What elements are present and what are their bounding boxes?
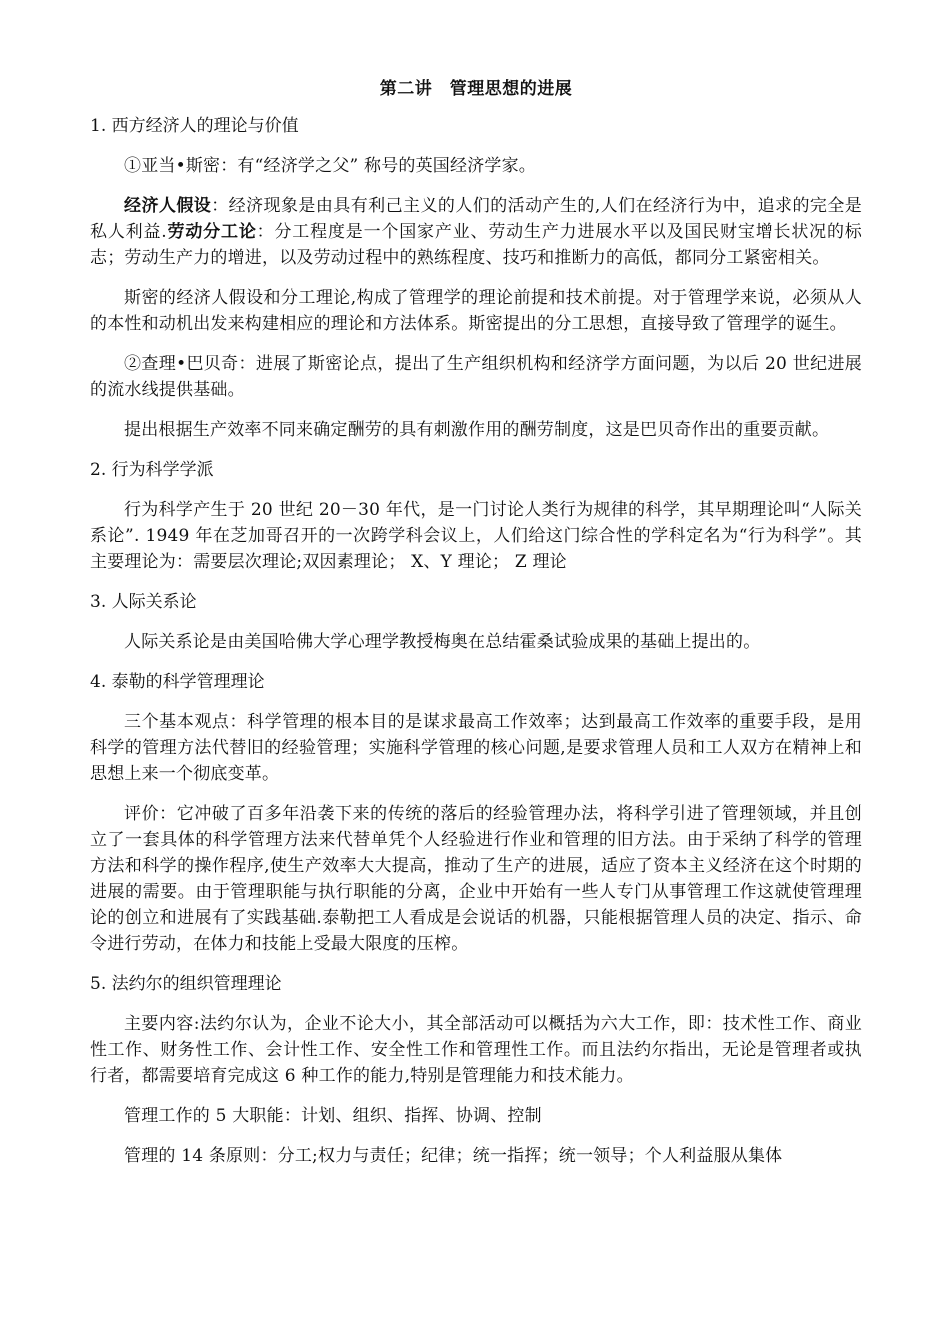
paragraph-fayol-content: 主要内容:法约尔认为，企业不论大小，其全部活动可以概括为六大工作，即：技术性工作、商业性工作、财务性工作、会计性工作、安全性工作和管理性工作。而且法约尔指出，无论是管理者或执行者，都需要培育完成这 6 种工作的能力,特别是管理能力和技术能力。 [90, 1014, 862, 1086]
paragraph-fayol-functions: 管理工作的 5 大职能：计划、组织、指挥、协调、控制 [124, 1106, 542, 1126]
paragraph-fayol-principles: 管理的 14 条原则：分工;权力与责任；纪律；统一指挥；统一领导；个人利益服从集体 [124, 1146, 783, 1166]
paragraph-smith-theory: 斯密的经济人假设和分工理论,构成了管理学的理论前提和技术前提。对于管理学来说，必须从人的本性和动机出发来构建相应的理论和方法体系。斯密提出的分工思想，直接导致了管理学的诞生。 [90, 288, 862, 334]
paragraph-adam-smith: ①亚当•斯密：有“经济学之父” 称号的英国经济学家。 [124, 156, 537, 176]
paragraph-babbage: ②查理•巴贝奇：进展了斯密论点，提出了生产组织机构和经济学方面问题，为以后 20 世纪进展的流水线提供基础。 [90, 354, 862, 400]
term-division-of-labor: 劳动分工论 [166, 222, 257, 242]
page-title: 第二讲 管理思想的进展 [379, 79, 573, 99]
paragraph-taylor-evaluation: 评价：它冲破了百多年沿袭下来的传统的落后的经验管理办法，将科学引进了管理领域，并且创立了一套具体的科学管理方法来代替单凭个人经验进行作业和管理的旧方法。由于采纳了科学的管理方法和科学的操作程序,使生产效率大大提高，推动了生产的进展，适应了资本主义经济在这个时期的进展的需要。由于管理职能与执行职能的分离，企业中开始有一些人专门从事管理工作这就使管理理论的创立和进展有了实践基础.泰勒把工人看成是会说话的机器，只能根据管理人员的决定、指示、命令进行劳动，在体力和技能上受最大限度的压榨。 [90, 804, 862, 954]
text-division-of-labor: ：分工程度是一个国家产业、劳动生产力进展水平以及国民财宝增长状况的标志；劳动生产力的增进，以及劳动过程中的熟练程度、技巧和推断力的高低，都同分工紧密相关。 [90, 222, 863, 268]
paragraph-human-relations: 人际关系论是由美国哈佛大学心理学教授梅奥在总结霍桑试验成果的基础上提出的。 [124, 632, 761, 652]
section-heading-2: 2. 行为科学学派 [90, 460, 214, 480]
paragraph-economic-man [90, 193, 862, 271]
term-economic-man: 经济人假设 [124, 196, 212, 216]
text-economic-man: ：经济现象是由具有利己主义的人们的活动产生的,人们在经济行为中，追求的完全是私人利益. [90, 196, 863, 242]
section-heading-4: 4. 泰勒的科学管理理论 [90, 672, 265, 692]
section-heading-5: 5. 法约尔的组织管理理论 [90, 974, 282, 994]
section-heading-1: 1. 西方经济人的理论与价值 [90, 116, 299, 136]
paragraph-taylor-views: 三个基本观点：科学管理的根本目的是谋求最高工作效率；达到最高工作效率的重要手段，是用科学的管理方法代替旧的经验管理；实施科学管理的核心问题,是要求管理人员和工人双方在精神上和思想上来一个彻底变革。 [90, 712, 862, 784]
paragraph-behavioral-science: 行为科学产生于 20 世纪 20－30 年代，是一门讨论人类行为规律的科学，其早期理论叫“人际关系论”. 1949 年在芝加哥召开的一次跨学科会议上，人们给这门综合性的学科定名为“行为科学”。其主要理论为：需要层次理论;双因素理论； X、Y 理论； Z 理论 [90, 500, 862, 572]
paragraph-babbage-contribution: 提出根据生产效率不同来确定酬劳的具有刺激作用的酬劳制度，这是巴贝奇作出的重要贡献。 [124, 420, 830, 440]
section-heading-3: 3. 人际关系论 [90, 592, 197, 612]
